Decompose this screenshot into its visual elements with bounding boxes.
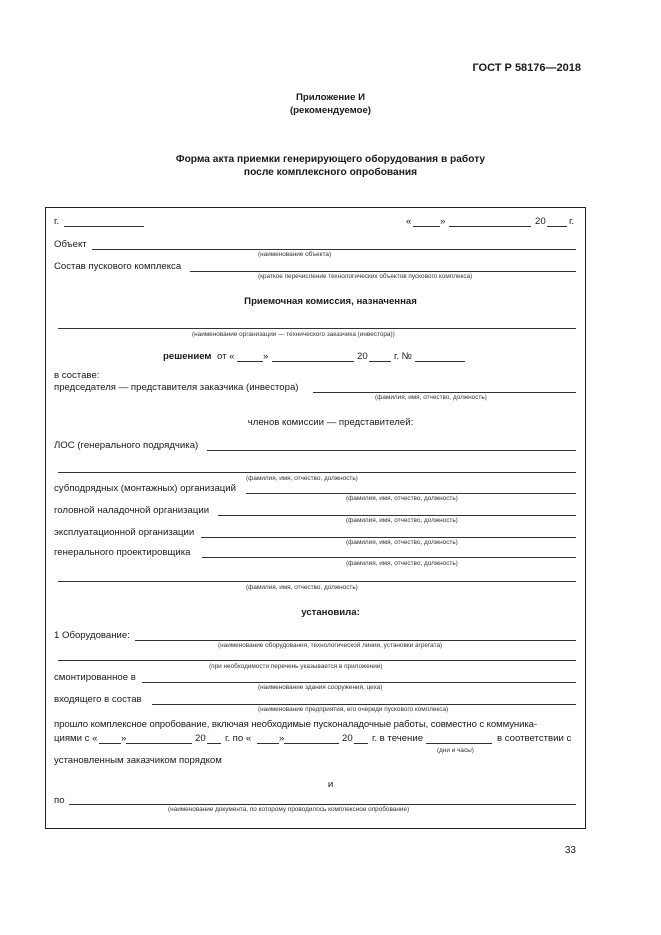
city-label: г. [54, 216, 59, 227]
decision-label: решением [163, 351, 212, 362]
tested-to-close: » [279, 733, 285, 744]
tested-to-year-line [354, 743, 368, 744]
tested-to-day-line [257, 743, 279, 744]
equipment-label: 1 Оборудование: [54, 630, 130, 641]
equipment-line-2 [58, 660, 576, 661]
decision-year-line [369, 361, 391, 362]
designer-caption: (фамилия, имя, отчество, должность) [346, 560, 458, 567]
object-line [92, 249, 576, 250]
document-line [69, 804, 576, 805]
chairman-label: председателя — представителя заказчика (инвестора) [54, 382, 299, 393]
commissioning-caption: (фамилия, имя, отчество, должность) [346, 517, 458, 524]
decision-from: от « [217, 351, 235, 362]
part-of-label: входящего в состав [54, 694, 142, 705]
decision-year: 20 [357, 351, 368, 362]
tested-from-close: » [121, 733, 127, 744]
tested-to-year: 20 [342, 733, 353, 744]
part-of-line [152, 704, 576, 705]
general-contractor-line-2 [58, 472, 576, 473]
list-caption: (при необходимости перечень указывается в приложении) [209, 663, 383, 670]
general-contractor-label: ЛОС (генерального подрядчика) [54, 440, 199, 451]
city-line [64, 226, 144, 227]
form-title-line2: после комплексного опробования [243, 167, 418, 178]
tested-text-line1: прошло комплексное опробование, включая необходимые пусконаладочные работы, совместно с коммуника- [54, 719, 537, 730]
page-number: 33 [564, 845, 576, 856]
tested-from-year: 20 [195, 733, 206, 744]
subcontract-line [246, 493, 576, 494]
general-contractor-line [207, 450, 576, 451]
members-heading: членов комиссии — представителей: [247, 417, 414, 428]
operating-label: эксплуатационной организации [54, 527, 195, 538]
tested-from: циями с « [54, 733, 98, 744]
and-word: и [327, 779, 334, 790]
date-year-prefix: 20 [535, 216, 546, 227]
form-title-line1: Форма акта приемки генерирующего оборудования в работу [175, 154, 486, 165]
date-day-line [413, 226, 440, 227]
document-caption: (наименование документа, по которому проводилось комплексное опробование) [168, 806, 410, 813]
customer-order: установленным заказчиком порядком [54, 755, 222, 766]
date-year-line [547, 226, 567, 227]
operating-line [201, 537, 576, 538]
by-label: по [54, 795, 65, 806]
days-caption: (дни и часы) [437, 747, 474, 754]
commissioning-line [218, 515, 576, 516]
tested-from-month-line [126, 743, 192, 744]
equipment-caption: (наименование оборудования, технологической линии, установки агрегата) [218, 642, 443, 649]
composition-line [190, 271, 576, 272]
mounted-line [142, 682, 576, 683]
decision-day-line [237, 361, 263, 362]
composition-label: Состав пускового комплекса [54, 261, 182, 272]
designer-label: генерального проектировщика [54, 547, 191, 558]
date-month-line [449, 226, 531, 227]
object-caption: (наименование объекта) [258, 251, 332, 258]
equipment-line [135, 640, 576, 641]
date-quote-open: « [406, 216, 412, 227]
organization-caption: (наименование организации — технического заказчика (инвестора)) [192, 331, 395, 338]
tested-accordance: в соответствии с [497, 733, 572, 744]
general-contractor-caption: (фамилия, имя, отчество, должность) [246, 475, 358, 482]
composition-caption: (краткое перечисление технологических объектов пускового комплекса) [258, 273, 473, 280]
commissioning-label: головной наладочной организации [54, 505, 210, 516]
subcontract-label: субподрядных (монтажных) организаций [54, 483, 237, 494]
extra-member-line [58, 581, 576, 582]
decision-month-line [272, 361, 354, 362]
tested-from-day-line [99, 743, 121, 744]
decision-number-line [415, 361, 465, 362]
tested-to-month-line [284, 743, 339, 744]
extra-member-caption: (фамилия, имя, отчество, должность) [246, 584, 358, 591]
building-caption: (наименование здания сооружения, цеха) [258, 684, 383, 691]
appendix-subtitle: (рекомендуемое) [289, 105, 371, 116]
tested-to: г. по « [225, 733, 252, 744]
enterprise-caption: (наименование предприятия, его очереди пускового комплекса) [258, 706, 449, 713]
decision-close: » [263, 351, 269, 362]
operating-caption: (фамилия, имя, отчество, должность) [346, 539, 458, 546]
standard-number: ГОСТ Р 58176—2018 [472, 62, 581, 74]
date-quote-close: » [440, 216, 446, 227]
date-year-suffix: г. [569, 216, 574, 227]
chairman-line [313, 392, 576, 393]
tested-duration-line [426, 743, 492, 744]
subcontract-caption: (фамилия, имя, отчество, должность) [346, 495, 458, 502]
chairman-caption: (фамилия, имя, отчество, должность) [375, 394, 487, 401]
composed-of: в составе: [54, 370, 100, 381]
tested-during: г. в течение [372, 733, 424, 744]
commission-heading: Приемочная комиссия, назначенная [244, 296, 417, 307]
established-heading: установила: [301, 607, 360, 618]
decision-number-label: г. № [394, 351, 412, 362]
appendix-title: Приложение И [296, 92, 365, 103]
tested-from-year-line [207, 743, 221, 744]
mounted-label: смонтированное в [54, 672, 136, 683]
designer-line [202, 557, 576, 558]
object-label: Объект [54, 239, 87, 250]
organization-line [58, 328, 576, 329]
